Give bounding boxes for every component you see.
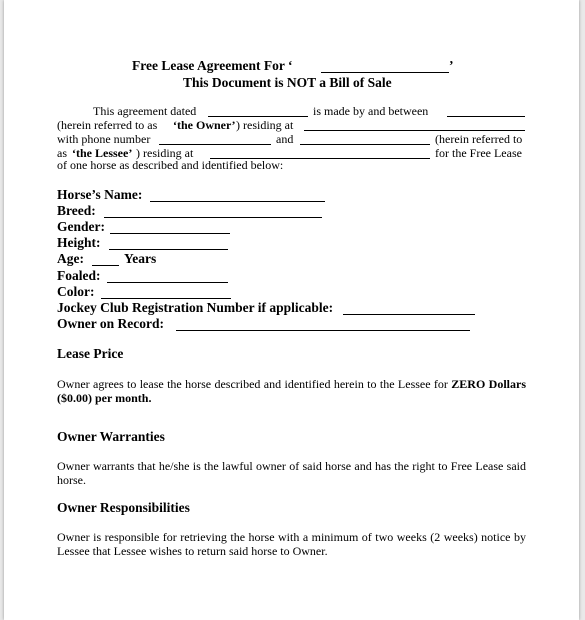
intro-one-horse: of one horse as described and identified below: — [57, 158, 284, 172]
lease-price-amount: ZERO Dollars ($0.00) per month. — [57, 377, 526, 405]
date-blank[interactable] — [208, 116, 308, 117]
owner-responsibilities-text: Owner is responsible for retrieving the horse with a minimum of two weeks (2 weeks) notice by Lessee that Lessee wishes to return said horse to Owner. — [57, 530, 526, 558]
lease-price-body: Owner agrees to lease the horse described and identified herein to the Lessee for — [57, 377, 448, 391]
owner-name-blank[interactable] — [447, 116, 525, 117]
field-age-label: Age: — [57, 251, 84, 266]
field-jockey-label: Jockey Club Registration Number if applicable: — [57, 300, 334, 315]
horse-name-title-blank[interactable] — [321, 72, 449, 73]
owner-responsibilities-heading: Owner Responsibilities — [57, 500, 190, 515]
height-blank[interactable] — [109, 249, 228, 250]
field-foaled-label: Foaled: — [57, 268, 101, 283]
owner-address-blank[interactable] — [304, 130, 525, 131]
document-page — [4, 0, 579, 620]
intro-herein-2: (herein referred to — [435, 132, 523, 146]
horse-name-blank[interactable] — [150, 201, 325, 202]
intro-residing: ) residing at — [236, 118, 294, 132]
title-line1-suffix: ’ — [449, 58, 454, 73]
field-gender-label: Gender: — [57, 219, 105, 234]
foaled-blank[interactable] — [107, 282, 228, 283]
intro-the-lessee: ‘the Lessee’ — [72, 146, 133, 160]
jockey-blank[interactable] — [343, 314, 475, 315]
lease-price-text — [57, 377, 526, 405]
owner-phone-blank[interactable] — [159, 144, 271, 145]
intro-made-by: is made by and between — [313, 104, 429, 118]
title-line2: This Document is NOT a Bill of Sale — [183, 75, 392, 90]
intro-the-owner: ‘the Owner’ — [173, 118, 236, 132]
owner-warranties-heading: Owner Warranties — [57, 429, 165, 444]
field-horse-name-label: Horse’s Name: — [57, 187, 143, 202]
lessee-name-blank[interactable] — [300, 144, 430, 145]
intro-residing-2: ) residing at — [136, 146, 194, 160]
field-color-label: Color: — [57, 284, 95, 299]
gender-blank[interactable] — [110, 233, 230, 234]
intro-dated: This agreement dated — [93, 104, 197, 118]
color-blank[interactable] — [101, 298, 231, 299]
title-line1-prefix: Free Lease Agreement For ‘ — [132, 58, 293, 73]
intro-phone: with phone number — [57, 132, 151, 146]
owner-warranties-text: Owner warrants that he/she is the lawful owner of said horse and has the right to Free Lease said horse. — [57, 459, 526, 487]
field-height-label: Height: — [57, 235, 101, 250]
owner-record-blank[interactable] — [176, 330, 470, 331]
breed-blank[interactable] — [104, 217, 322, 218]
intro-herein: (herein referred to as — [57, 118, 158, 132]
intro-and: and — [276, 132, 294, 146]
lease-price-heading: Lease Price — [57, 346, 124, 361]
field-breed-label: Breed: — [57, 203, 96, 218]
age-blank[interactable] — [92, 265, 119, 266]
intro-free-lease: for the Free Lease — [435, 146, 522, 160]
intro-as: as — [57, 146, 67, 160]
field-owner-record-label: Owner on Record: — [57, 316, 164, 331]
field-age-years: Years — [124, 251, 157, 266]
